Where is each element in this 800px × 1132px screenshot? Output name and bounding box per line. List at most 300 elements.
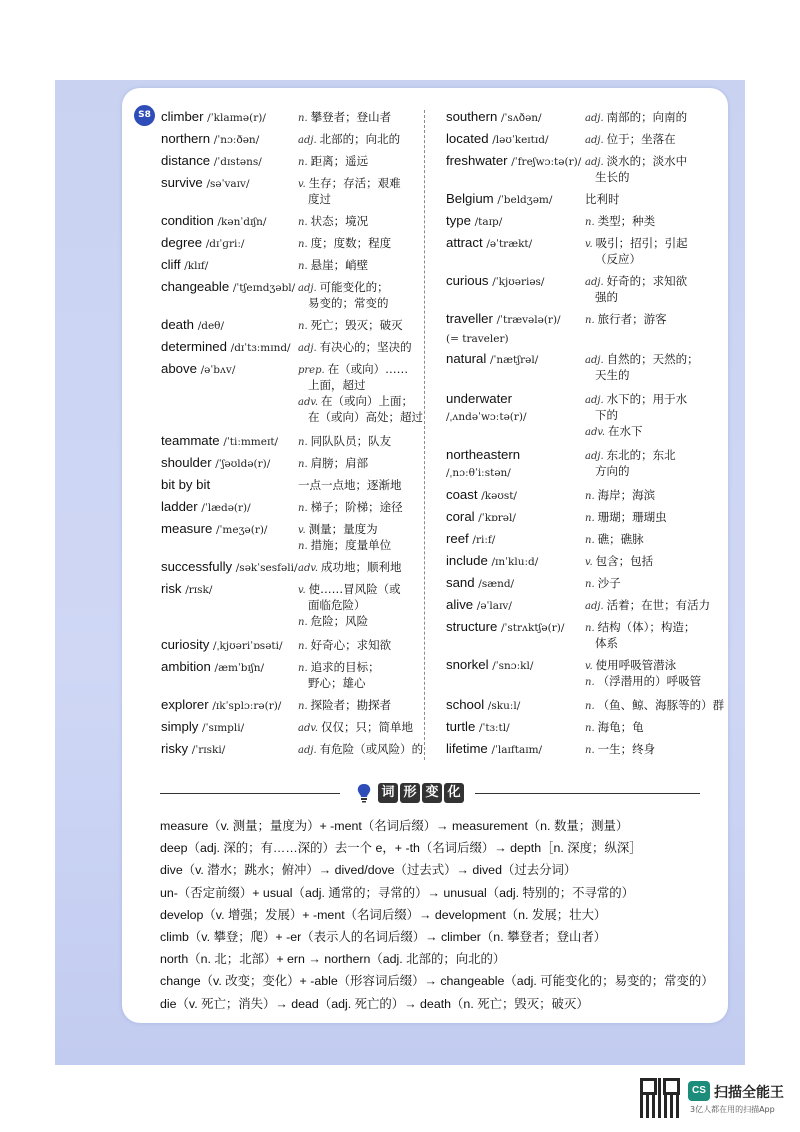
meaning-text: 一点一点地；逐渐地 (298, 478, 402, 492)
entry-word: ambition (161, 659, 211, 674)
entry-meaning (298, 409, 423, 425)
entry-phonetic: /kəʊst/ (481, 490, 517, 502)
entry-meaning (298, 317, 403, 335)
entry-word: Belgium (446, 191, 494, 206)
part-of-speech: adj. (585, 135, 604, 146)
column-divider (424, 110, 425, 760)
entry-meaning (298, 235, 391, 253)
entry-phonetic: /riːf/ (472, 534, 496, 546)
meaning-text: 攀登者；登山者 (310, 110, 392, 124)
entry-word: turtle (446, 719, 476, 734)
entry-word-line (161, 636, 283, 655)
entry-word: type (446, 213, 471, 228)
meaning-text: 珊瑚；珊瑚虫 (597, 510, 667, 524)
meaning-text: 自然的；天然的； (606, 352, 699, 366)
vocab-entry (161, 740, 225, 759)
entry-meaning (585, 487, 655, 505)
meaning-text: 类型；种类 (597, 214, 656, 228)
entry-word-line (161, 718, 244, 737)
word-formation-rule: change（v. 改变；变化）+ -able（形容词后缀）→ changeable（adj. 可能变化的；易变的；常变的） (160, 974, 714, 989)
entry-word: freshwater (446, 153, 508, 168)
meaning-text: 天生的 (595, 368, 630, 382)
meaning-text: （浮潜用的）呼吸管 (597, 674, 702, 688)
entry-phonetic: /ˈnɔːðən/ (213, 134, 260, 146)
part-of-speech: n. (298, 617, 308, 628)
entry-word-line (161, 130, 259, 149)
entry-word: northern (161, 131, 211, 146)
camscanner-logo: CS (688, 1081, 710, 1101)
entry-word-line (446, 190, 552, 209)
entry-phonetic: /ˈfreʃwɔːtə(r)/ (511, 156, 582, 168)
entry-word: sand (446, 575, 475, 590)
entry-meaning (298, 377, 366, 393)
entry-phonetic: /kənˈdɪʃn/ (217, 216, 267, 228)
entry-word-line (446, 618, 564, 637)
entry-word-line (446, 130, 548, 149)
entry-meaning (298, 537, 391, 555)
entry-word-line (161, 498, 251, 517)
entry-phonetic: /ˈrɪski/ (191, 744, 226, 756)
vocab-entry (446, 696, 520, 715)
meaning-text: 状态；境况 (310, 214, 369, 228)
part-of-speech: adv. (298, 563, 319, 574)
part-of-speech: v. (585, 557, 593, 568)
meaning-text: 度；度数；程度 (310, 236, 392, 250)
vocab-entry (446, 486, 517, 505)
part-of-speech: adv. (298, 723, 319, 734)
entry-meaning (585, 553, 653, 571)
entry-word: natural (446, 351, 487, 366)
part-of-speech: n. (298, 321, 308, 332)
vocab-entry (161, 130, 259, 149)
entry-meaning (585, 635, 618, 651)
vocab-entry (161, 152, 262, 171)
meaning-text: 面临危险） (308, 598, 366, 612)
part-of-speech: adj. (298, 135, 317, 146)
meaning-text: 结构（体）；构造； (597, 620, 696, 634)
meaning-text: 梯子；阶梯；途径 (310, 500, 403, 514)
entry-word: measure (161, 521, 213, 536)
entry-phonetic: /ˈtrævələ(r)/ (496, 314, 561, 326)
word-formation-rule: north（n. 北；北部）+ ern → northern（adj. 北部的；向北的） (160, 952, 506, 967)
entry-word: risky (161, 741, 189, 756)
entry-word-line (161, 234, 244, 253)
entry-meaning (585, 169, 630, 185)
entry-phonetic: (= traveler) (446, 333, 509, 345)
entry-word-line (446, 350, 538, 369)
entry-phonetic: /ˈkɒrəl/ (478, 512, 516, 524)
entry-phonetic: /ləʊˈkeɪtɪd/ (492, 134, 549, 146)
entry-meaning (298, 109, 391, 127)
entry-word-line (446, 446, 520, 463)
section-title-char: 变 (422, 783, 442, 803)
header-rule-left (160, 793, 340, 794)
entry-word: traveller (446, 311, 493, 326)
entry-word-line (161, 520, 267, 539)
vocab-entry (161, 108, 266, 127)
vocab-entry (161, 432, 278, 451)
entry-word-line (161, 174, 250, 193)
meaning-text: 悬崖；峭壁 (310, 258, 369, 272)
entry-meaning (585, 575, 621, 593)
entry-phonetic-line (446, 407, 527, 426)
entry-word: above (161, 361, 197, 376)
word-formation-rule: un-（否定前缀）+ usual（adj. 通常的；寻常的）→ unusual（adj. 特别的；不寻常的） (160, 885, 635, 900)
entry-phonetic: /dɪˈtɜːmɪnd/ (230, 342, 291, 354)
unit-badge: S8 (134, 105, 155, 126)
entry-phonetic: /ˈmeʒə(r)/ (215, 524, 268, 536)
entry-phonetic: /sænd/ (478, 578, 515, 590)
entry-meaning (298, 697, 391, 715)
entry-phonetic: /ɪkˈsplɔːrə(r)/ (212, 700, 282, 712)
vocab-entry (446, 718, 510, 737)
entry-meaning (585, 719, 644, 737)
entry-word-line (446, 234, 532, 253)
meaning-text: 距离；遥远 (310, 154, 369, 168)
meaning-text: 生长的 (595, 170, 630, 184)
entry-word: include (446, 553, 488, 568)
vocab-entry (161, 558, 298, 577)
entry-meaning (585, 213, 655, 231)
meaning-text: 易变的；常变的 (308, 296, 389, 310)
part-of-speech: n. (585, 723, 595, 734)
meaning-text: 位于；坐落在 (606, 132, 676, 146)
entry-word: degree (161, 235, 203, 250)
part-of-speech: adj. (298, 745, 317, 756)
meaning-text: 水下的；用于水 (606, 392, 688, 406)
entry-phonetic: /ˈstrʌktʃə(r)/ (500, 622, 565, 634)
entry-phonetic: /taɪp/ (474, 216, 503, 228)
header-rule-right (475, 793, 700, 794)
vocab-entry (446, 508, 516, 527)
entry-meaning (585, 109, 687, 127)
part-of-speech: n. (298, 459, 308, 470)
entry-word-line (446, 574, 514, 593)
entry-word-line (161, 740, 225, 759)
vocab-entry (446, 152, 581, 171)
entry-word-line (161, 558, 298, 577)
vocab-entry (446, 212, 502, 231)
entry-word-line (161, 316, 224, 335)
section-title (350, 780, 470, 806)
entry-word: risk (161, 581, 182, 596)
entry-meaning (585, 251, 641, 267)
meaning-text: （反应） (595, 252, 641, 266)
meaning-text: 东北的；东北 (606, 448, 676, 462)
entry-meaning (298, 191, 331, 207)
entry-meaning (585, 407, 618, 423)
meaning-text: 一生；终身 (597, 742, 656, 756)
entry-word: distance (161, 153, 211, 168)
entry-meaning (298, 741, 423, 759)
meaning-text: 体系 (595, 636, 618, 650)
entry-phonetic: /ˈlædə(r)/ (201, 502, 251, 514)
entry-phonetic: /ˈʃəʊldə(r)/ (215, 458, 271, 470)
entry-phonetic: /əˈlaɪv/ (476, 600, 512, 612)
entry-word-line (161, 278, 295, 297)
vocab-entry (446, 446, 520, 482)
vocab-entry (161, 234, 244, 253)
entry-phonetic: /rɪsk/ (185, 584, 213, 596)
entry-phonetic: /ˌkjʊəriˈɒsəti/ (213, 640, 283, 652)
entry-meaning (585, 367, 630, 383)
entry-phonetic: /səˈvaɪv/ (206, 178, 250, 190)
entry-meaning (585, 311, 667, 329)
meaning-text: 旅行者；游客 (597, 312, 667, 326)
meaning-text: 同队队员；队友 (310, 434, 392, 448)
meaning-text: 仅仅；只；简单地 (321, 720, 414, 734)
app-name: 扫描全能王 (714, 1085, 784, 1101)
entry-meaning (298, 477, 402, 493)
entry-word: teammate (161, 433, 220, 448)
vocab-entry (161, 476, 210, 493)
vocab-entry (446, 190, 552, 209)
entry-word: survive (161, 175, 203, 190)
entry-word: curious (446, 273, 489, 288)
part-of-speech: adj. (298, 343, 317, 354)
entry-phonetic: /əˈbʌv/ (200, 364, 236, 376)
entry-word: condition (161, 213, 214, 228)
entry-meaning (298, 131, 400, 149)
meaning-text: 成功地；顺利地 (321, 560, 402, 574)
entry-meaning (298, 339, 412, 357)
vocab-entry (446, 530, 495, 549)
entry-word-line (446, 740, 542, 759)
entry-word-line (161, 338, 291, 357)
part-of-speech: n. (298, 157, 308, 168)
entry-phonetic: /klɪf/ (184, 260, 209, 272)
part-of-speech: n. (298, 239, 308, 250)
vocab-entry (161, 360, 235, 379)
meaning-text: 危险；风险 (310, 614, 369, 628)
meaning-text: 方向的 (595, 464, 630, 478)
entry-meaning (298, 597, 366, 613)
entry-word-line (161, 696, 281, 715)
entry-word-line (161, 476, 210, 493)
part-of-speech: n. (298, 663, 308, 674)
meaning-text: 生存；存活；艰难 (308, 176, 401, 190)
meaning-text: 活着；在世；有活力 (606, 598, 711, 612)
part-of-speech: n. (585, 535, 595, 546)
entry-word: changeable (161, 279, 230, 294)
entry-meaning (298, 433, 391, 451)
part-of-speech: n. (585, 701, 595, 712)
meaning-text: 追求的目标； (310, 660, 380, 674)
vocab-entry (161, 636, 283, 655)
entry-word: northeastern (446, 447, 521, 462)
section-title-char: 形 (400, 783, 420, 803)
entry-word-line (446, 596, 512, 615)
part-of-speech: n. (585, 491, 595, 502)
entry-meaning (585, 673, 701, 691)
meaning-text: 在（或向）高处；超过 (308, 410, 423, 424)
meaning-text: 使……冒风险（或 (308, 582, 401, 596)
entry-word-line (161, 658, 264, 677)
vocab-entry (446, 234, 532, 253)
entry-phonetic: /əˈtrækt/ (486, 238, 533, 250)
meaning-text: 好奇心；求知欲 (310, 638, 392, 652)
entry-word-line (446, 212, 502, 231)
entry-meaning (298, 675, 366, 691)
entry-word-line (161, 580, 212, 599)
meaning-text: 有危险（或风险）的 (319, 742, 424, 756)
meaning-text: 礁；礁脉 (597, 532, 644, 546)
entry-word: coral (446, 509, 475, 524)
meaning-text: 使用呼吸管潜泳 (595, 658, 677, 672)
part-of-speech: adj. (585, 395, 604, 406)
part-of-speech: n. (298, 701, 308, 712)
meaning-text: 在（或向）上面； (321, 394, 414, 408)
part-of-speech: adv. (298, 397, 319, 408)
entry-word-line (446, 552, 538, 571)
entry-word-line (446, 656, 533, 675)
vocab-entry (446, 108, 542, 127)
entry-meaning (298, 455, 368, 473)
meaning-text: 度过 (308, 192, 331, 206)
entry-word: underwater (446, 391, 512, 406)
vocab-entry (161, 256, 208, 275)
entry-meaning (298, 213, 368, 231)
entry-phonetic: /ˈbeldʒəm/ (497, 194, 553, 206)
entry-phonetic: /ˌʌndəˈwɔːtə(r)/ (446, 411, 527, 423)
vocab-entry (161, 278, 295, 297)
meaning-text: 在水下 (608, 424, 643, 438)
meaning-text: 海龟；龟 (597, 720, 644, 734)
entry-word: curiosity (161, 637, 210, 652)
entry-meaning (298, 559, 402, 577)
entry-meaning (585, 289, 618, 305)
meaning-text: 沙子 (597, 576, 621, 590)
app-tagline: 3亿人都在用的扫描App (690, 1105, 775, 1114)
vocab-entry (446, 272, 544, 291)
entry-meaning (585, 191, 620, 207)
vocab-entry (161, 316, 224, 335)
word-formation-rule: die（v. 死亡；消失）→ dead（adj. 死亡的）→ death（n. 死亡；毁灭；破灭） (160, 996, 589, 1011)
vocab-entry (161, 174, 250, 193)
part-of-speech: v. (298, 585, 306, 596)
entry-phonetic: /ɪnˈkluːd/ (491, 556, 539, 568)
entry-phonetic: /səkˈsesfəli/ (235, 562, 298, 574)
entry-word-line (161, 212, 266, 231)
entry-phonetic: /dɪˈɡriː/ (205, 238, 245, 250)
meaning-text: 有决心的；坚决的 (319, 340, 412, 354)
part-of-speech: v. (298, 525, 306, 536)
entry-word: explorer (161, 697, 209, 712)
part-of-speech: n. (298, 217, 308, 228)
vocab-entry (446, 596, 512, 615)
vocab-entry (161, 696, 281, 715)
meaning-text: 比利时 (585, 192, 620, 206)
vocab-entry (161, 718, 244, 737)
vocab-entry (161, 658, 264, 677)
lightbulb-icon (356, 783, 372, 803)
entry-phonetic-line (446, 463, 520, 482)
entry-word-line (161, 152, 262, 171)
meaning-text: 好奇的；求知欲 (606, 274, 688, 288)
word-formation-rule: dive（v. 潜水；跳水；俯冲）→ dived/dove（过去式）→ dived（过去分词） (160, 863, 577, 878)
meaning-text: 测量；量度为 (308, 522, 378, 536)
part-of-speech: n. (298, 541, 308, 552)
entry-phonetic: /deθ/ (197, 320, 225, 332)
entry-phonetic: /ˌnɔːθˈiːstən/ (446, 467, 511, 479)
entry-word-line (446, 508, 516, 527)
entry-word: attract (446, 235, 483, 250)
vocab-entry (161, 212, 266, 231)
part-of-speech: n. (298, 113, 308, 124)
meaning-text: 野心；雄心 (308, 676, 366, 690)
entry-word-line (446, 696, 520, 715)
vocab-entry (446, 656, 533, 675)
entry-meaning (298, 637, 391, 655)
entry-word-line (446, 272, 544, 291)
entry-word: bit by bit (161, 477, 211, 492)
part-of-speech: prep. (298, 365, 325, 376)
vocab-entry (446, 350, 538, 369)
entry-word-line (446, 390, 527, 407)
meaning-text: 在（或向）…… (327, 362, 409, 376)
meaning-text: 可能变化的； (319, 280, 389, 294)
part-of-speech: v. (298, 179, 306, 190)
vocab-entry (446, 740, 542, 759)
entry-phonetic: /skuːl/ (487, 700, 521, 712)
meaning-text: 强的 (595, 290, 618, 304)
entry-word: cliff (161, 257, 181, 272)
meaning-text: 海岸；海滨 (597, 488, 656, 502)
part-of-speech: n. (585, 745, 595, 756)
part-of-speech: n. (585, 217, 595, 228)
vocab-entry (161, 580, 212, 599)
entry-phonetic: /ˈsnɔːkl/ (492, 660, 534, 672)
vocab-entry (161, 338, 291, 357)
part-of-speech: adj. (585, 601, 604, 612)
entry-word-line (161, 454, 270, 473)
entry-word-line (446, 718, 510, 737)
meaning-text: 肩膀；肩部 (310, 456, 369, 470)
part-of-speech: adv. (585, 427, 606, 438)
part-of-speech: adj. (585, 157, 604, 168)
word-formation-rule: develop（v. 增强；发展）+ -ment（名词后缀）→ development（n. 发展；壮大） (160, 907, 607, 922)
entry-word-line (446, 152, 581, 171)
entry-word: lifetime (446, 741, 488, 756)
entry-word: death (161, 317, 195, 332)
entry-word: snorkel (446, 657, 489, 672)
vocab-entry (446, 618, 564, 637)
entry-phonetic: /ˈsɪmpli/ (202, 722, 245, 734)
part-of-speech: n. (298, 641, 308, 652)
entry-word: simply (161, 719, 199, 734)
entry-word-line (446, 310, 561, 329)
vocab-entry (161, 520, 267, 539)
entry-word: reef (446, 531, 469, 546)
word-formation-rule: deep（adj. 深的；有……深的）去一个 e，+ -th（名词后缀）→ depth［n. 深度；纵深］ (160, 841, 642, 856)
meaning-text: （鱼、鲸、海豚等的）群 (597, 698, 725, 712)
entry-word-line (446, 530, 495, 549)
entry-meaning (298, 295, 389, 311)
meaning-text: 北部的；向北的 (319, 132, 401, 146)
part-of-speech: v. (585, 661, 593, 672)
entry-meaning (298, 499, 403, 517)
part-of-speech: n. (585, 315, 595, 326)
entry-word: ladder (161, 499, 198, 514)
entry-meaning (585, 423, 643, 441)
word-formation-rule: measure（v. 测量；量度为）+ -ment（名词后缀）→ measurement（n. 数量；测量） (160, 819, 629, 833)
entry-word: alive (446, 597, 474, 612)
entry-word: coast (446, 487, 478, 502)
vocab-entry (446, 390, 527, 426)
entry-phonetic: /ˈtɜːtl/ (479, 722, 510, 734)
vocab-entry (446, 130, 548, 149)
entry-meaning (298, 719, 413, 737)
